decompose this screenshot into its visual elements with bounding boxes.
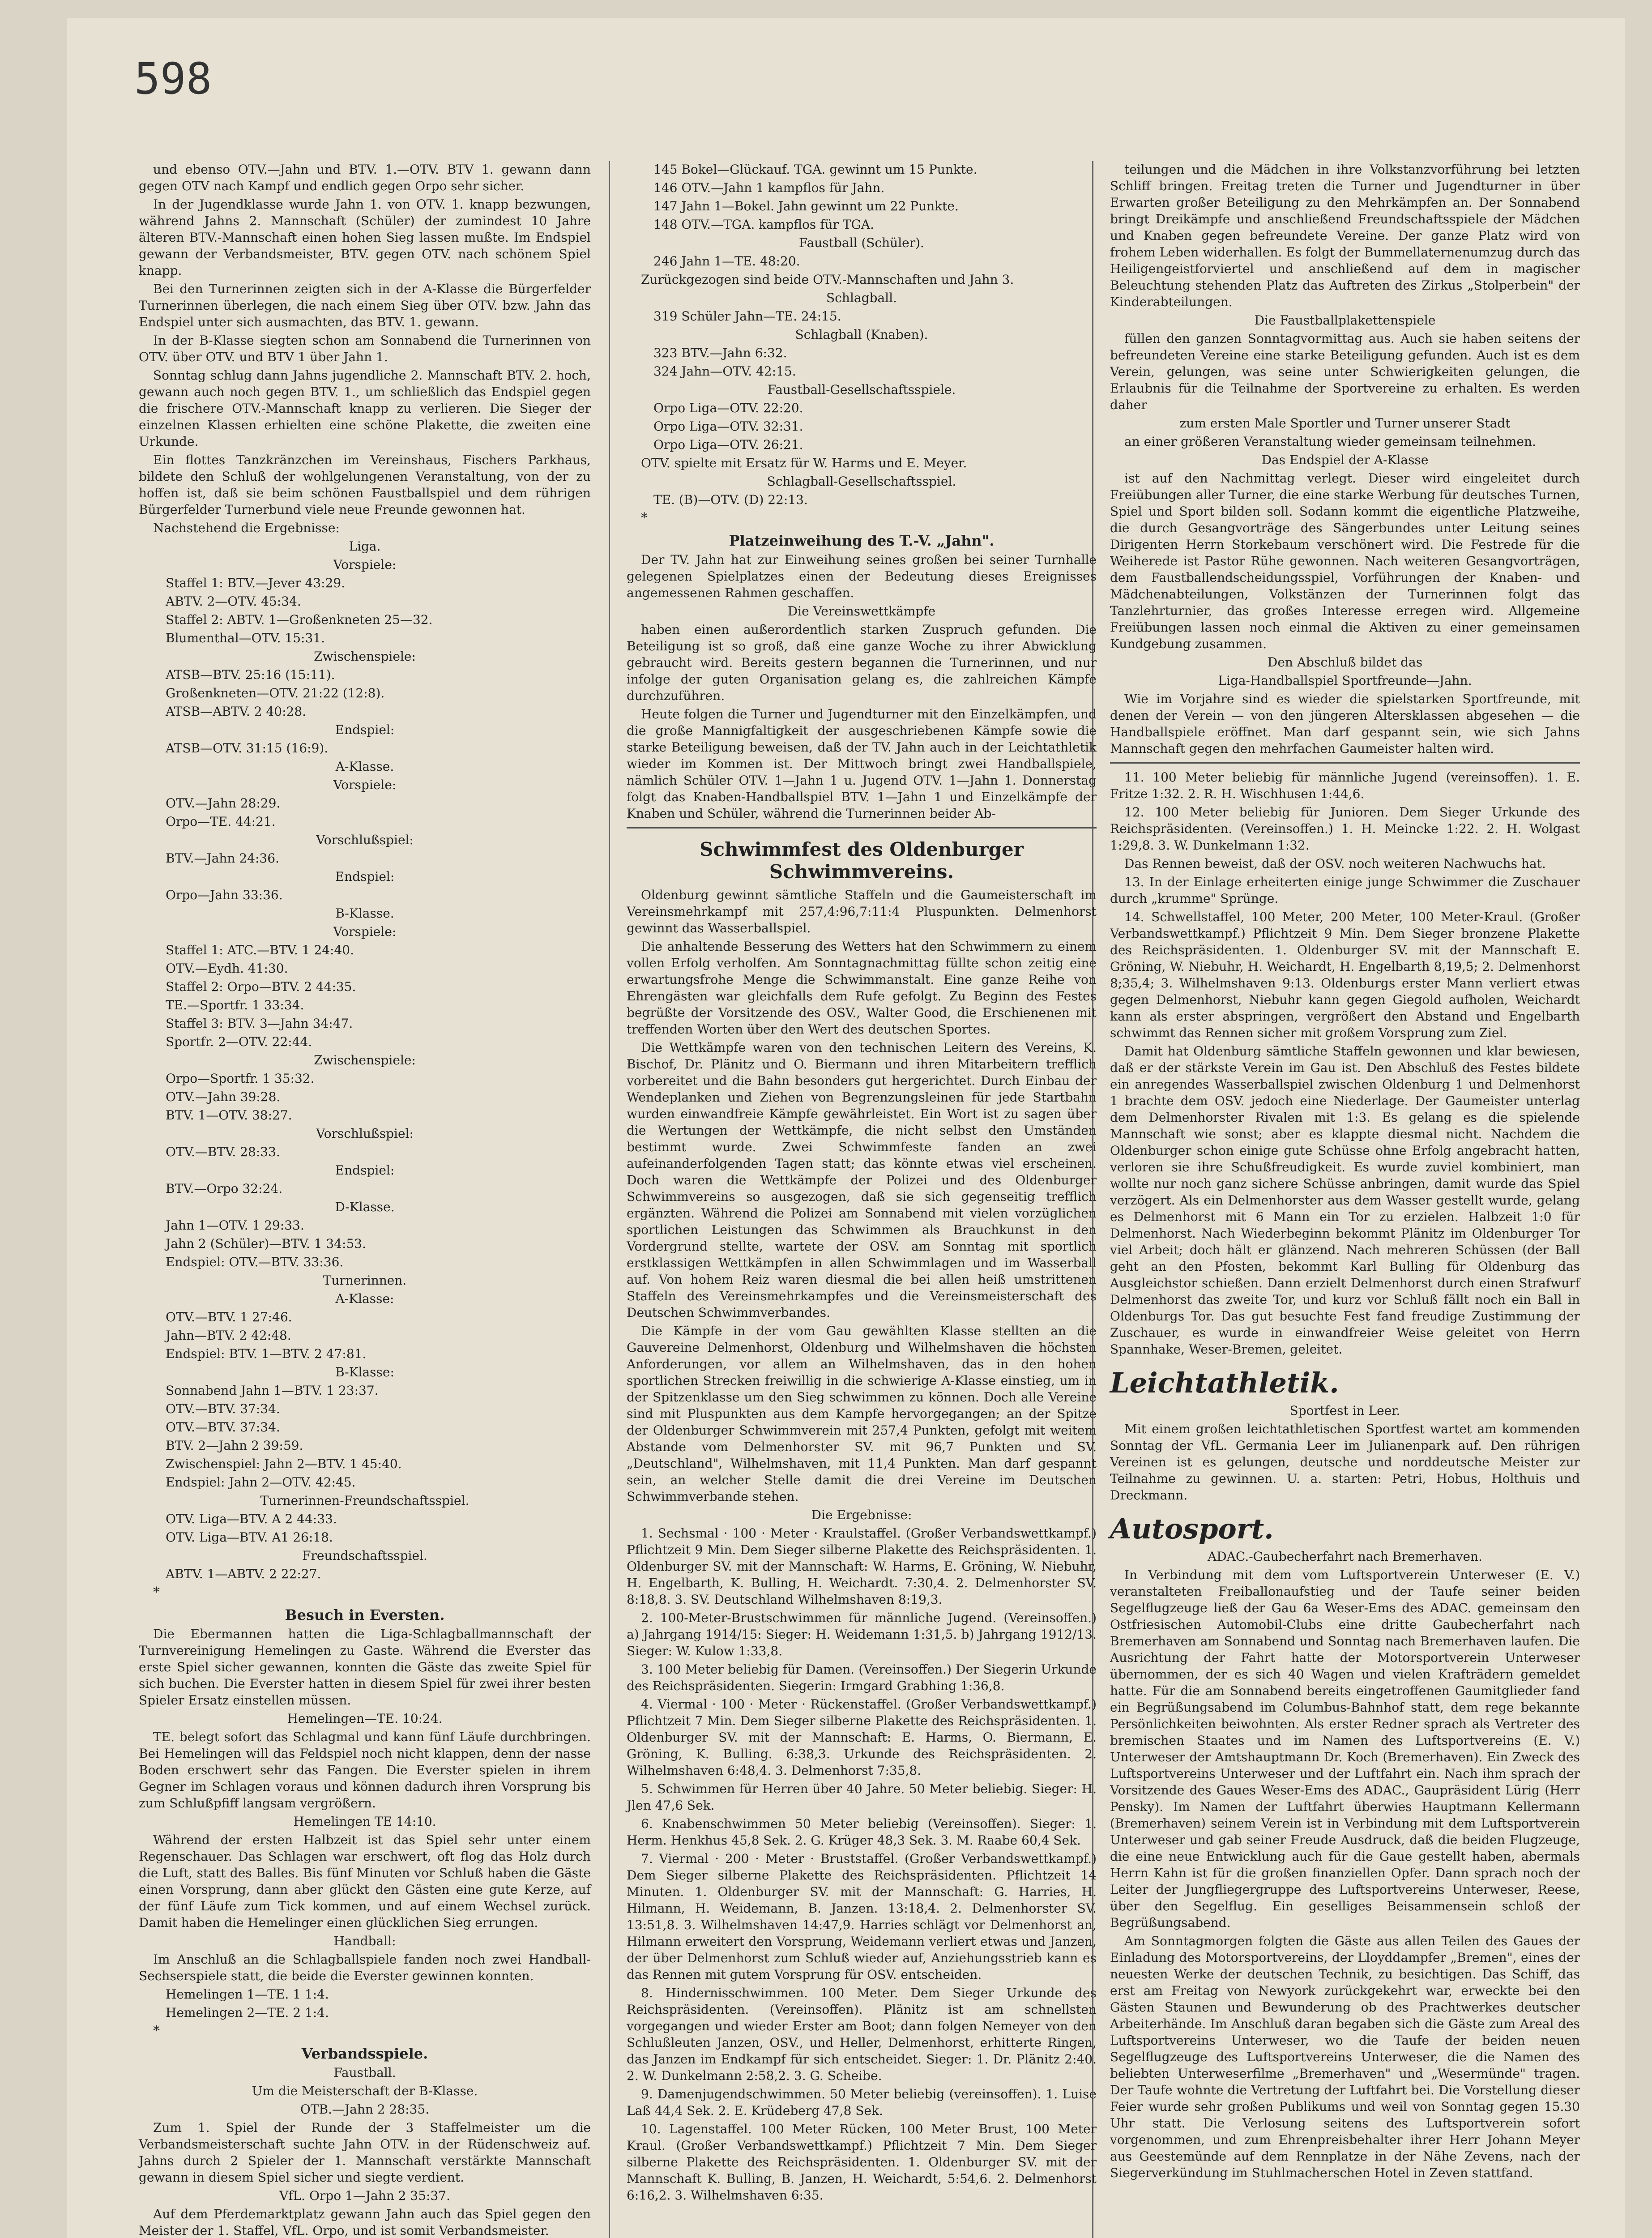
subheading: Schlagball (Knaben).: [795, 327, 928, 342]
result-line: Hemelingen 1—TE. 1 1:4.: [166, 1987, 329, 2002]
paragraph: Auf dem Pferdemarktplatz gewann Jahn auch das Spiel gegen den Meister der 1. Staffel, VfL. Orpo, und ist somit Verbandsmeister.: [139, 2207, 591, 2238]
article-headline: Verbandsspiele.: [301, 2045, 428, 2062]
result-line: Jahn 1—OTV. 1 29:33.: [166, 1218, 304, 1233]
paragraph: 10. Lagenstaffel. 100 Meter Rücken, 100 Meter Brust, 100 Meter Kraul. (Großer Verbandswettkampf.) Pflichtzeit 7 Min. Dem Sieger silberne Plakette des Reichspräsidenten. 1. Oldenburger SV. mit der Mannschaft K. Bulling, B. Janzen, H. Weichardt, 5:54,6. 2. Delmenhorst 6:16,2. 3. Wilhelmshaven 6:35.: [627, 2122, 1097, 2203]
subheading: zum ersten Male Sportler und Turner unserer Stadt: [1179, 416, 1511, 431]
separator-asterisk: *: [153, 1585, 160, 1600]
result-line: ABTV. 1—ABTV. 2 22:27.: [166, 1567, 321, 1581]
result-line: Orpo Liga—OTV. 32:31.: [653, 419, 803, 434]
subheading: Zwischenspiele:: [314, 649, 416, 664]
subheading: Endspiel:: [335, 722, 395, 737]
column-2: [627, 161, 1097, 2205]
paragraph: an einer größeren Veranstaltung wieder gemeinsam teilnehmen.: [1124, 434, 1536, 449]
paragraph: In der B-Klasse siegten schon am Sonnabend die Turnerinnen von OTV. über OTV. und BTV 1 über Jahn 1.: [139, 333, 591, 364]
article-headline: Besuch in Eversten.: [285, 1606, 445, 1623]
subheading: Um die Meisterschaft der B-Klasse.: [252, 2084, 478, 2098]
subheading: Faustball (Schüler).: [799, 235, 924, 250]
result-line: 147 Jahn 1—Bokel. Jahn gewinnt um 22 Punkte.: [653, 199, 959, 214]
result-line: Jahn 2 (Schüler)—BTV. 1 34:53.: [166, 1236, 366, 1251]
paragraph: 14. Schwellstaffel, 100 Meter, 200 Meter, 100 Meter-Kraul. (Großer Verbandswettkampf.) Pflichtzeit 9 Min. Dem Sieger bronzene Plakette des Reichspräsidenten. 1. Oldenburger SV. mit der Mannschaft E. Gröning, W. Niebuhr, H. Weichardt, H. Engelbarth 8,19,5; 2. Delmenhorst 8;35,4; 3. Wilhelmshaven 9:13. Oldenburgs erster Mann verliert etwas gegen Delmenhorst, Niebuhr kann gegen Giegold aufholen, Weichardt kann als erster abspringen, vergrößert den Abstand und Engelbarth schwimmt das Rennen sicher mit großem Vorsprung zum Ziel.: [1110, 910, 1580, 1040]
subheading: ADAC.-Gaubecherfahrt nach Bremerhaven.: [1208, 1549, 1482, 1564]
paragraph: Oldenburg gewinnt sämtliche Staffeln und die Gaumeisterschaft im Vereinsmehrkampf mit 257,4:96,7:11:4 Pluspunkten. Delmenhorst gewinnt das Wasserballspiel.: [627, 888, 1097, 935]
paragraph: 11. 100 Meter beliebig für männliche Jugend (vereinsoffen). 1. E. Fritze 1:32. 2. R. H. Wischhusen 1:44,6.: [1110, 770, 1580, 801]
result-line: 324 Jahn—OTV. 42:15.: [653, 364, 796, 379]
department-headline: Autosport.: [1110, 1512, 1274, 1545]
result-line: TE.—Sportfr. 1 33:34.: [166, 998, 304, 1012]
result-line: OTV.—BTV. 1 27:46.: [166, 1310, 292, 1324]
paragraph: 8. Hindernisschwimmen. 100 Meter. Dem Sieger Urkunde des Reichspräsidenten. (Vereinsoffen). Plänitz ist am schnellsten vorgegangen und wieder Erster am Boot; dann folgen Nemeyer von den Schlußleuten Janzen, OSV., und Heller, Delmenhorst, erhitterte Ringen, das Janzen im Endkampf für sich entscheidet. Sieger: 1. Dr. Plänitz 2:40. 2. W. Dunkelmann 2:58,2. 3. G. Scheibe.: [627, 1986, 1097, 2083]
section-rule: [1110, 762, 1580, 764]
paragraph: TE. belegt sofort das Schlagmal und kann fünf Läufe durchbringen. Bei Hemelingen will das Feldspiel noch nicht klappen, denn der nasse Boden erschwert sehr das Fangen. Die Everster spielen in ihrem Gegner im Schlagen voraus und können dadurch ihren Vorsprung bis zum Schlußpfiff langsam vergrößern.: [139, 1730, 591, 1811]
paragraph: Das Rennen beweist, daß der OSV. noch weiteren Nachwuchs hat.: [1124, 856, 1546, 871]
paragraph: Mit einem großen leichtathletischen Sportfest wartet am kommenden Sonntag der VfL. Germania Leer im Julianenpark auf. Den rührigen Vereinen ist es gelungen, deutsche und norddeutsche Meister zur Teilnahme zu gewinnen. U. a. starten: Petri, Hobus, Holthuis und Dreckmann.: [1110, 1422, 1580, 1503]
subheading: Liga.: [349, 539, 381, 554]
result-line: Sonnabend Jahn 1—BTV. 1 23:37.: [166, 1383, 379, 1398]
subheading: Die Faustballplakettenspiele: [1254, 313, 1436, 328]
subheading: Vorschlußspiel:: [316, 1126, 414, 1141]
result-line: OTV.—BTV. 28:33.: [166, 1145, 280, 1159]
paragraph: füllen den ganzen Sonntagvormittag aus. Auch sie haben seitens der befreundeten Vereine eine starke Beteiligung gefunden. Auch ist es dem Verein, gelungen, was seine unter Schwierigkeiten gelungen, die Erlaubnis für die Teilnahme der Sportvereine zu erhalten. Es werden daher: [1110, 331, 1580, 412]
result-line: 145 Bokel—Glückauf. TGA. gewinnt um 15 Punkte.: [653, 162, 978, 177]
result-line: BTV.—Jahn 24:36.: [166, 851, 279, 866]
subheading: D-Klasse.: [335, 1200, 395, 1214]
result-line: Blumenthal—OTV. 15:31.: [166, 631, 325, 645]
page-number: 598: [134, 54, 212, 104]
subheading: Handball:: [333, 1934, 396, 1948]
subheading: Liga-Handballspiel Sportfreunde—Jahn.: [1218, 673, 1472, 688]
paragraph: 9. Damenjugendschwimmen. 50 Meter beliebig (vereinsoffen). 1. Luise Laß 44,4 Sek. 2. E. Krüdeberg 47,8 Sek.: [627, 2087, 1097, 2118]
result-line: BTV. 2—Jahn 2 39:59.: [166, 1438, 303, 1453]
result-line: 148 OTV.—TGA. kampflos für TGA.: [653, 217, 875, 232]
result-line: ATSB—ABTV. 2 40:28.: [166, 704, 307, 719]
paragraph: OTV. spielte mit Ersatz für W. Harms und E. Meyer.: [641, 456, 967, 470]
paragraph: Am Sonntagmorgen folgten die Gäste aus allen Teilen des Gaues der Einladung des Motorsportvereins, der Lloyddampfer „Bremen", eines der neuesten Werke der deutschen Technik, zu besichtigen. Das Schiff, das erst am Freitag von Newyork zurückgekehrt war, erweckte bei den Gästen Staunen und Bewunderung ob des Prachtwerkes deutscher Arbeiterhände. Im Anschluß daran begaben sich die Gäste zum Areal des Luftsportvereins Unterweser, wo die Taufe der beiden neuen Segelflugzeuge des Luftsportvereins Unterweser, die die Namen des beliebten Unterweserfilme „Bremerhaven" und „Wesermünde" tragen. Der Taufe wohnte die Vertretung der Luftfahrt bei. Die Vorstellung dieser Feier wurde sehr großen Publikums und weil von Sonntag gegen 15.30 Uhr statt. Die Verlosung seitens des Luftsportverein sofort vorgenommen, und zum Ehrenpreisbehalter ihrer Herr Johann Meyer aus Geestemünde auf dem Rennplatze in der Nähe Zevens, nach der Siegerverkündung im Stuhlmacherschen Hotel in Zeven stattfand.: [1110, 1934, 1580, 2180]
paragraph: 2. 100-Meter-Brustschwimmen für männliche Jugend. (Vereinsoffen.) a) Jahrgang 1914/15: Sieger: H. Weidemann 1:31,5. b) Jahrgang 1912/13. Sieger: W. Kulow 1:33,8.: [627, 1610, 1097, 1658]
result-line: Staffel 1: BTV.—Jever 43:29.: [166, 576, 346, 590]
result-line: OTV.—Jahn 39:28.: [166, 1089, 281, 1104]
paragraph: Bei den Turnerinnen zeigten sich in der A-Klasse die Bürgerfelder Turnerinnen überlegen, die nach einem Sieg über OTV. bzw. Jahn das Endspiel unter sich ausmachten, das BTV. 1. gewann.: [139, 282, 591, 329]
paragraph: Im Anschluß an die Schlagballspiele fanden noch zwei Handball-Sechserspiele statt, die beide die Everster gewinnen konnten.: [139, 1952, 591, 1983]
paragraph: Nachstehend die Ergebnisse:: [153, 521, 340, 535]
subheading: Das Endspiel der A-Klasse: [1261, 453, 1429, 467]
result-line: BTV. 1—OTV. 38:27.: [166, 1108, 292, 1123]
result-line: Hemelingen 2—TE. 2 1:4.: [166, 2005, 329, 2020]
result-line: OTV. Liga—BTV. A1 26:18.: [166, 1530, 333, 1545]
result-line: 246 Jahn 1—TE. 48:20.: [653, 254, 800, 269]
result-line: Orpo Liga—OTV. 22:20.: [653, 401, 803, 415]
paragraph: Zum 1. Spiel der Runde der 3 Staffelmeister um die Verbandsmeisterschaft suchte Jahn OTV. in der Rüdenschweiz auf. Jahns durch 2 Spieler der 1. Mannschaft verstärkte Mannschaft gewann in diesem Spiel sicher und siegte verdient.: [139, 2120, 591, 2185]
result-line: Großenkneten—OTV. 21:22 (12:8).: [166, 686, 385, 700]
paragraph: 5. Schwimmen für Herren über 40 Jahre. 50 Meter beliebig. Sieger: H. Jlen 47,6 Sek.: [627, 1781, 1097, 1813]
paragraph: 13. In der Einlage erheiterten einige junge Schwimmer die Zuschauer durch „krumme" Sprünge.: [1110, 875, 1580, 906]
result-line: BTV.—Orpo 32:24.: [166, 1181, 283, 1196]
paragraph: ist auf den Nachmittag verlegt. Dieser wird eingeleitet durch Freiübungen aller Turner, die eine starke Werbung für deutsches Turnen, Spiel und Sport bilden soll. Sodann kommt die eigentliche Platzweihe, die durch Gesangvorträge des Sängerbundes unter Leitung seines Dirigenten Herrn Storkebaum verschönert wird. Die Festrede für die Weiherede ist Pastor Rühe gewonnen. Nach weiteren Gesangvorträgen, dem Faustballendscheidungsspiel, Vorführungen der Knaben- und Mädchenabteilungen, Volkstänzen der Turnerinnen folgt das Tanzlehrturnier, das großes Interesse erregen wird. Allgemeine Freiübungen lassen noch einmal die Aktiven zu einer gemeinsamen Kundgebung zusammen.: [1110, 471, 1580, 651]
paragraph: Heute folgen die Turner und Jugendturner mit den Einzelkämpfen, und die große Mannigfaltigkeit der ausgeschriebenen Kämpfe sowie die starke Beteiligung beweisen, daß der TV. Jahn auch in der Leichtathletik wieder im Kommen ist. Der Mittwoch bringt zwei Handballspiele, nämlich Schüler OTV. 1—Jahn 1 u. Jugend OTV. 1—Jahn 1. Donnerstag folgt das Knaben-Handballspiel BTV. 1—Jahn 1 und Einzelkämpfe der Knaben und Schüler, während die Turnerinnen beider Ab-: [627, 707, 1097, 821]
result-line: Endspiel: OTV.—BTV. 33:36.: [166, 1255, 344, 1269]
paragraph: Während der ersten Halbzeit ist das Spiel sehr unter einem Regenschauer. Das Schlagen war erschwert, oft flog das Holz durch die Luft, statt des Balles. Bis fünf Minuten vor Schluß haben die Gäste einen Vorsprung, dann aber glückt den Gästen eine gute Kerze, auf der fünf Läufe zum Tick kommen, und auf einem Wechsel zurück. Damit haben die Hemelinger einen glücklichen Sieg errungen.: [139, 1832, 591, 1930]
subheading: Vorspiele:: [333, 924, 397, 939]
subheading: A-Klasse:: [335, 1291, 394, 1306]
paragraph: 6. Knabenschwimmen 50 Meter beliebig (Vereinsoffen). Sieger: 1. Herm. Henkhus 45,8 Sek. 2. G. Krüger 48,3 Sek. 3. M. Raabe 60,4 Sek.: [627, 1816, 1097, 1848]
subheading: Hemelingen TE 14:10.: [293, 1814, 436, 1829]
subheading: Die Ergebnisse:: [811, 1508, 912, 1522]
paragraph: Zurückgezogen sind beide OTV.-Mannschaften und Jahn 3.: [641, 272, 1014, 287]
result-line: 323 BTV.—Jahn 6:32.: [653, 346, 787, 360]
article-headline: Platzeinweihung des T.-V. „Jahn".: [729, 532, 995, 549]
separator-asterisk: *: [641, 510, 648, 526]
column-divider: [609, 161, 610, 2238]
paragraph: Die Kämpfe in der vom Gau gewählten Klasse stellten an die Gauvereine Delmenhorst, Oldenburg und Wilhelmshaven die höchsten Anforderungen, vor allem an Wilhelmshaven, das in den hohen sportlichen Strecken freiwillig in die schwierige A-Klasse einstieg, um in der Spitzenklasse um den Sieg schwimmen zu können. Doch alle Vereine sind mit Pluspunkten aus dem Kampfe hervorgegangen; an der Spitze der Oldenburger Schwimmverein mit 257,4 Punkten, gefolgt mit weitem Abstande vom Delmenhorster SV. mit 96,7 Punkten und SV. „Deutschland", Wilhelmshaven, mit 11,4 Punkten. Man darf gespannt sein, an welcher Stelle damit die drei Vereine im Deutschen Schwimmverbande stehen.: [627, 1324, 1097, 1504]
subheading: Hemelingen—TE. 10:24.: [287, 1711, 443, 1726]
result-line: OTV.—BTV. 37:34.: [166, 1401, 280, 1416]
paragraph: Die Ebermannen hatten die Liga-Schlagballmannschaft der Turnvereinigung Hemelingen zu Gaste. Während die Everster das erste Spiel sicher gewannen, konnten die Gäste das zweite Spiel für sich buchen. Die Everster hatten in diesem Spiel für zwei ihrer besten Spieler Ersatz einstellen müssen.: [139, 1627, 591, 1708]
subheading: A-Klasse.: [335, 759, 394, 774]
subheading: Den Abschluß bildet das: [1267, 655, 1423, 670]
result-line: Staffel 2: Orpo—BTV. 2 44:35.: [166, 979, 356, 994]
result-line: OTV. Liga—BTV. A 2 44:33.: [166, 1512, 337, 1526]
department-headline: Leichtathletik.: [1110, 1367, 1339, 1399]
result-line: Staffel 1: ATC.—BTV. 1 24:40.: [166, 943, 354, 957]
subheading: Vorspiele:: [333, 557, 397, 572]
paragraph: 3. 100 Meter beliebig für Damen. (Vereinsoffen.) Der Siegerin Urkunde des Reichspräsidenten. Siegerin: Irmgard Grabhing 1:36,8.: [627, 1662, 1097, 1693]
paragraph: teilungen und die Mädchen in ihre Volkstanzvorführung bei letzten Schliff bringen. Freitag treten die Turner und Jugendturner in über Erwarten großer Beteiligung zu den Mehrkämpfen an. Der Sonnabend bringt Dreikämpfe und anschließend Freundschaftsspiele der Mädchen und Knaben gegen befreundete Vereine. Der ganze Platz wird von frohem Leben widerhallen. Es folgt der Bummellaternenumzug durch das Heiligengeistforviertel und anschließend auf dem in magischer Beleuchtung stehenden Platz das Auftreten des Zirkus „Stolperbein" der Kinderabteilungen.: [1110, 162, 1580, 309]
paragraph: Damit hat Oldenburg sämtliche Staffeln gewonnen und klar bewiesen, daß er der stärkste Verein im Gau ist. Den Abschluß des Festes bildete ein anregendes Wasserballspiel zwischen Oldenburg 1 und Delmenhorst 1 brachte dem OSV. jedoch eine Niederlage. Der Gaumeister unterlag dem Delmenhorster Rivalen mit 1:3. Es gelang es die spielende Mannschaft wie sonst; aber es klappte diesmal nicht. Nachdem die Oldenburger schon einige gute Schüsse ohne Erfolg angebracht hatten, verloren sie ihre Schußfreudigkeit. Es wurde zuviel kombiniert, man wollte nur noch ganz sichere Schüsse anbringen, damit wurde das Spiel verzögert. Als ein Delmenhorster aus dem Wasser gestellt wurde, gelang es Delmenhorst mit 6 Mann ein Tor zu erzielen. Halbzeit 1:0 für Delmenhorst. Nach Wiederbeginn bekommt Plänitz im Oldenburger Tor viel Arbeit; doch hält er glänzend. Nach mehreren Schüssen (der Ball geht an den Pfosten, bekommt Karl Bulling für Oldenburg das Ausgleichstor schießen. Dann erzielt Delmenhorst durch einen Strafwurf Delmenhorst das zweite Tor, und kurz vor Schluß fällt noch ein Ball in Oldenburgs Tor. Das gut besuchte Fest fand freudige Zustimmung der Zuschauer, es wurde in einwandfreier Weise geleitet von Herrn Spannhake, Weser-Bremen, geleitet.: [1110, 1044, 1580, 1357]
paragraph: Ein flottes Tanzkränzchen im Vereinshaus, Fischers Parkhaus, bildete den Schluß der wohlgelungenen Veranstaltung, von der zu hoffen ist, daß sie beim schönen Faustballspiel und dem rührigen Bürgerfelder Turnerbund viele neue Freunde gewonnen hat.: [139, 453, 591, 517]
result-line: OTV.—BTV. 37:34.: [166, 1420, 280, 1435]
subheading: Sportfest in Leer.: [1289, 1403, 1400, 1418]
subheading: Vorschlußspiel:: [316, 833, 414, 847]
paragraph: In Verbindung mit dem vom Luftsportverein Unterweser (E. V.) veranstalteten Freiballonaufstieg und der Taufe seiner beiden Segelflugzeuge ließ der Gau 6a Weser-Ems des ADAC. gemeinsam den Ostfriesischen Automobil-Clubs eine dritte Gaubecherfahrt nach Bremerhaven am Sonnabend und Sonntag nach Bremerhaven laufen. Die Ausrichtung der Fahrt hatte der Motorsportverein Unterweser übernommen, der es sich 40 Wagen und vielen Krafträdern gemeldet hatte. Für die am Sonnabend bereits eingetroffenen Gaumitglieder fand ein Begrüßungsabend im Columbus-Bahnhof statt, dem rege bekannte Persönlichkeiten beiwohnten. Als erster Redner sprach als Vertreter des bremischen Staates und im Namen des Luftsportvereins (E. V.) Unterweser der Amtshauptmann Dr. Koch (Bremerhaven). Ein Zweck des Luftsportvereins Unterweser und der Luftfahrt ein. Nach ihm sprach der Vorsitzende des Gaues Weser-Ems des ADAC., Gaupräsident Lürig (Herr Pensky). Im Namen der Luftfahrt überwies Hauptmann Kellermann (Bremerhaven) seinem Verein ist in Verbindung mit dem Luftsportverein Unterweser und gab seiner Freude Ausdruck, daß die beiden Flugzeuge, die eine neue Entwicklung auch für die Gaue gestellt haben, abermals Herrn Kahn ist für die großen finanziellen Opfer. Dann sprach noch der Leiter der Jungfliegergruppe des Luftsportvereins Unterweser, Reese, über den Segelflug. Ein geselliges Beisammensein schloß der Begrüßungsabend.: [1110, 1567, 1580, 1930]
result-line: TE. (B)—OTV. (D) 22:13.: [653, 492, 808, 507]
paragraph: und ebenso OTV.—Jahn und BTV. 1.—OTV. BTV 1. gewann dann gegen OTV nach Kampf und endlich gegen Orpo sehr sicher.: [139, 162, 591, 193]
paragraph: 7. Viermal · 200 · Meter · Bruststaffel. (Großer Verbandswettkampf.) Dem Sieger silberne Plakette des Reichspräsidenten. Pflichtzeit 14 Minuten. 1. Oldenburger SV. mit der Mannschaft: G. Harries, H. Hilmann, H. Weidemann, B. Janzen. 13:18,4. 2. Delmenhorster SV. 13:51,8. 3. Wilhelmshaven 14:47,9. Harries schlägt vor Delmenhorst an, Hilmann erweitert den Vorsprung, Weidemann verliert etwas und Janzen, der über Delmenhorst zum Schluß wieder auf, Anziehungsstrieb kann es das Rennen mit gutem Vorsprung für OSV. entscheiden.: [627, 1851, 1097, 1982]
result-line: Orpo Liga—OTV. 26:21.: [653, 437, 803, 452]
paragraph: Sonntag schlug dann Jahns jugendliche 2. Mannschaft BTV. 2. hoch, gewann auch noch gegen BTV. 1., um schließlich das Endspiel gegen die frischere OTV.-Mannschaft knapp zu verlieren. Die Sieger der einzelnen Klassen erhielten eine schöne Plakette, die zweiten eine Urkunde.: [139, 368, 591, 449]
subheading: Faustball.: [333, 2065, 396, 2080]
result-line: Jahn—BTV. 2 42:48.: [166, 1328, 291, 1343]
result-line: OTV.—Eydh. 41:30.: [166, 961, 288, 976]
column-3: [1110, 161, 1580, 2183]
result-line: Staffel 2: ABTV. 1—Großenkneten 25—32.: [166, 612, 433, 627]
paragraph: Die anhaltende Besserung des Wetters hat den Schwimmern zu einem vollen Erfolg verholfen. Am Sonntagnachmittag füllte schon zeitig eine erwartungsfrohe Menge die Schwimmanstalt. Eine ganze Reihe von Ehrengästen war gleichfalls dem Rufe gefolgt. Zu Beginn des Festes begrüßte der Vorsitzende des OSV., Walter Good, die Erschienenen mit treffenden Worten über den Wert des deutschen Sportes.: [627, 939, 1097, 1037]
result-line: ABTV. 2—OTV. 45:34.: [166, 594, 301, 609]
result-line: 319 Schüler Jahn—TE. 24:15.: [653, 309, 841, 324]
subheading: Turnerinnen-Freundschaftsspiel.: [260, 1493, 470, 1508]
subheading: VfL. Orpo 1—Jahn 2 35:37.: [279, 2188, 450, 2203]
section-headline: Schwimmfest des Oldenburger Schwimmvereins.: [700, 838, 1024, 883]
paragraph: Der TV. Jahn hat zur Einweihung seines großen bei seiner Turnhalle gelegenen Spielplatzes einen der Bedeutung dieses Ereignisses angemessenen Rahmen geschaffen.: [627, 552, 1097, 600]
paragraph: haben einen außerordentlich starken Zuspruch gefunden. Die Beteiligung ist so groß, daß eine ganze Woche zu ihrer Abwicklung gebraucht wird. Bereits gestern begannen die Turnerinnen, und nur infolge der guten Organisation gelang es, die zahlreichen Kämpfe durchzuführen.: [627, 622, 1097, 703]
result-line: Zwischenspiel: Jahn 2—BTV. 1 45:40.: [166, 1456, 402, 1471]
result-line: Endspiel: BTV. 1—BTV. 2 47:81.: [166, 1346, 367, 1361]
result-line: 146 OTV.—Jahn 1 kampflos für Jahn.: [653, 180, 885, 195]
result-line: Endspiel: Jahn 2—OTV. 42:45.: [166, 1475, 356, 1490]
result-line: OTV.—Jahn 28:29.: [166, 796, 281, 811]
result-line: ATSB—BTV. 25:16 (15:11).: [166, 667, 335, 682]
paragraph: 4. Viermal · 100 · Meter · Rückenstaffel. (Großer Verbandswettkampf.) Pflichtzeit 7 Min. Dem Sieger silberne Plakette des Reichspräsidenten. 1. Oldenburger SV. mit der Mannschaft: E. Harms, O. Biermann, E. Gröning, K. Bulling. 6:38,3. Urkunde des Reichspräsidenten. 2. Wilhelmshaven 6:48,4. 3. Delmenhorst 7:35,8.: [627, 1697, 1097, 1778]
subheading: Zwischenspiele:: [314, 1053, 416, 1068]
paragraph: Die Wettkämpfe waren von den technischen Leitern des Vereins, K. Bischof, Dr. Plänitz und O. Biermann und ihren Mitarbeitern trefflich vorbereitet und die Bahn besonders gut hergerichtet. Durch Einbau der Wendeplanken und Ziehen von Begrenzungsleinen für jede Startbahn wurden einwandfreie Kämpfe gewährleistet. Ein Wort ist zu sagen über die Wertungen der Wettkämpfe, die nicht selbst den Umständen bestimmt wurde. Zwei Schwimmfeste fanden an zwei aufeinanderfolgenden Tagen statt; das könnte etwas viel erscheinen. Doch waren die Wettkämpfe der Polizei und des Oldenburger Schwimmvereins so ausgezogen, daß sie sich gegenseitig trefflich ergänzten. Während die Polizei am Sonnabend mit vielen vorzüglichen sportlichen Leistungen das Schwimmen als Brauchkunst in den Vordergrund stellte, wartete der OSV. am Sonntag mit sportlich erstklassigen Wettkämpfen in allen Schwimmlagen und im Wasserball auf. Von hohem Reiz waren diesmal die bei allen heiß umstrittenen Staffeln des Vereinsmehrkampfes und die Vereinsmeisterschaft des Deutschen Schwimmverbandes.: [627, 1040, 1097, 1320]
result-line: Sportfr. 2—OTV. 22:44.: [166, 1034, 312, 1049]
result-line: ATSB—OTV. 31:15 (16:9).: [166, 741, 329, 756]
subheading: Vorspiele:: [333, 777, 397, 792]
subheading: Freundschaftsspiel.: [302, 1548, 427, 1563]
subheading: Schlagball.: [826, 290, 897, 305]
subheading: Turnerinnen.: [323, 1273, 407, 1288]
subheading: B-Klasse.: [335, 906, 394, 921]
subheading: B-Klasse:: [335, 1365, 394, 1380]
subheading: OTB.—Jahn 2 28:35.: [300, 2102, 430, 2117]
subheading: Faustball-Gesellschaftsspiele.: [767, 382, 956, 397]
result-line: Orpo—TE. 44:21.: [166, 814, 276, 829]
subheading: Endspiel:: [335, 1163, 395, 1178]
paragraph: 1. Sechsmal · 100 · Meter · Kraulstaffel. (Großer Verbandswettkampf.) Pflichtzeit 9 Min. Dem Sieger silberne Plakette des Reichspräsidenten. 1. Oldenburger SV. mit der Mannschaft: W. Harms, E. Gröning, W. Niebuhr, H. Engelbarth, K. Bulling, H. Weichardt. 7:30,4. 2. Delmenhorster SV. 8:18,8. 3. SV. Deutschland Wilhelmshaven 8:19,3.: [627, 1526, 1097, 1607]
result-line: Orpo—Jahn 33:36.: [166, 888, 283, 902]
result-line: Staffel 3: BTV. 3—Jahn 34:47.: [166, 1016, 353, 1031]
paragraph: 12. 100 Meter beliebig für Junioren. Dem Sieger Urkunde des Reichspräsidenten. (Vereinsoffen.) 1. H. Meincke 1:22. 2. H. Wolgast 1:29,8. 3. W. Dunkelmann 1:32.: [1110, 805, 1580, 853]
subheading: Endspiel:: [335, 869, 395, 884]
paragraph: In der Jugendklasse wurde Jahn 1. von OTV. 1. knapp bezwungen, während Jahns 2. Mannschaft (Schüler) der zumindest 10 Jahre älteren BTV.-Mannschaft einen hohen Sieg lassen mußte. Im Endspiel gewann der Verbandsmeister, BTV. gegen OTV. nach schönem Spiel knapp.: [139, 197, 591, 278]
separator-asterisk: *: [153, 2023, 160, 2039]
subheading: Die Vereinswettkämpfe: [787, 604, 936, 619]
paragraph: Wie im Vorjahre sind es wieder die spielstarken Sportfreunde, mit denen der Verein — von den jüngeren Altersklassen abgesehen — die Handballspiele eröffnet. Man darf gespannt sein, wie sich Jahns Mannschaft gegen den mehrfachen Gaumeister halten wird.: [1110, 692, 1580, 756]
result-line: Orpo—Sportfr. 1 35:32.: [166, 1071, 315, 1086]
section-rule: [627, 827, 1097, 829]
column-1: [139, 161, 591, 2238]
subheading: Schlagball-Gesellschaftsspiel.: [767, 474, 956, 489]
